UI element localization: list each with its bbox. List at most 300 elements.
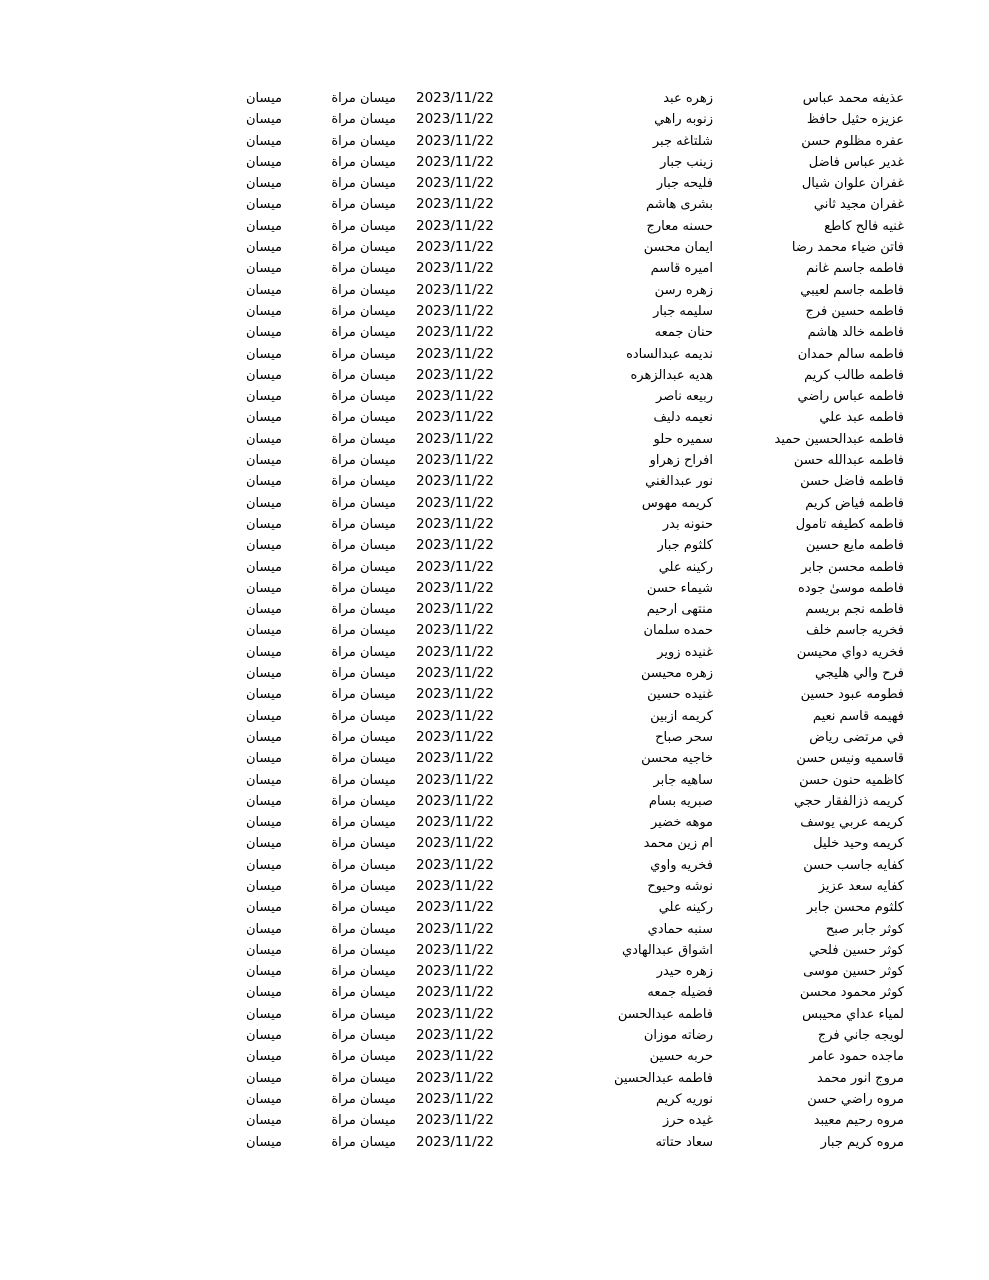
governorate: ميسان [246, 112, 282, 128]
list-item [0, 557, 989, 578]
person-name: فاطمه جاسم لعيبي [800, 282, 904, 298]
governorate: ميسان [246, 878, 282, 894]
record-date: 2023/11/22 [416, 707, 494, 724]
governorate: ميسان [246, 1006, 282, 1022]
record-status: ميسان مراة [331, 964, 396, 980]
governorate: ميسان [246, 964, 282, 980]
governorate: ميسان [246, 729, 282, 745]
person-name: غفران علوان شيال [801, 176, 904, 192]
record-status: ميسان مراة [331, 836, 396, 852]
mother-name: نور عبدالغني [645, 474, 713, 490]
mother-name: شيماء حسن [646, 580, 713, 596]
mother-name: موهه خضير [650, 815, 713, 831]
mother-name: صبريه بسام [648, 793, 713, 809]
record-status: ميسان مراة [331, 516, 396, 532]
record-status: ميسان مراة [331, 453, 396, 469]
governorate: ميسان [246, 1113, 282, 1129]
records-list [0, 88, 989, 1153]
list-item [0, 280, 989, 301]
governorate: ميسان [246, 985, 282, 1001]
governorate: ميسان [246, 453, 282, 469]
governorate: ميسان [246, 1049, 282, 1065]
record-status: ميسان مراة [331, 1134, 396, 1150]
record-date: 2023/11/22 [416, 1027, 494, 1044]
mother-name: زهره عبد [663, 91, 713, 106]
mother-name: فليحه جبار [656, 176, 713, 192]
record-date: 2023/11/22 [416, 579, 494, 596]
list-item [0, 1004, 989, 1025]
governorate: ميسان [246, 282, 282, 298]
governorate: ميسان [246, 389, 282, 405]
record-status: ميسان مراة [331, 580, 396, 596]
person-name: فاطمه محسن جابر [801, 559, 904, 575]
record-status: ميسان مراة [331, 1049, 396, 1065]
record-date: 2023/11/22 [416, 1069, 494, 1086]
record-status: ميسان مراة [331, 687, 396, 703]
person-name: مروه كريم جبار [820, 1134, 904, 1150]
person-name: فاطمه سالم حمدان [797, 346, 904, 362]
mother-name: نعيمه دليف [653, 410, 713, 426]
record-date: 2023/11/22 [416, 90, 494, 106]
record-date: 2023/11/22 [416, 963, 494, 980]
mother-name: شلتاغه جبر [652, 133, 713, 149]
person-name: كوثر حسين موسى [803, 964, 904, 980]
governorate: ميسان [246, 218, 282, 234]
mother-name: غيده حرز [663, 1113, 713, 1129]
mother-name: رضاته موزان [643, 1028, 713, 1044]
record-date: 2023/11/22 [416, 601, 494, 618]
person-name: فاطمه عبد علي [819, 410, 904, 426]
mother-name: غنيده حسين [647, 687, 713, 703]
list-item [0, 706, 989, 727]
record-date: 2023/11/22 [416, 537, 494, 554]
mother-name: فخريه واوي [650, 857, 713, 873]
mother-name: ساهيه جابر [653, 772, 713, 788]
mother-name: اشواق عبدالهادي [621, 942, 713, 958]
person-name: كريمه عربي يوسف [800, 815, 904, 831]
mother-name: كريمه مهوس [641, 495, 713, 511]
mother-name: سحر صباح [655, 729, 713, 745]
list-item [0, 173, 989, 194]
mother-name: سعاد حتاته [655, 1134, 713, 1150]
person-name: فاطمه مايع حسين [805, 538, 904, 554]
governorate: ميسان [246, 815, 282, 831]
record-status: ميسان مراة [331, 346, 396, 362]
person-name: كوثر حسين فلحي [808, 942, 904, 958]
mother-name: ايمان محسن [643, 240, 713, 256]
governorate: ميسان [246, 516, 282, 532]
record-status: ميسان مراة [331, 1070, 396, 1086]
person-name: كريمه وحيد خليل [813, 836, 904, 852]
record-date: 2023/11/22 [416, 665, 494, 682]
record-date: 2023/11/22 [416, 920, 494, 937]
governorate: ميسان [246, 325, 282, 341]
person-name: لويجه جاني فرج [817, 1028, 904, 1044]
governorate: ميسان [246, 538, 282, 554]
list-item [0, 109, 989, 130]
governorate: ميسان [246, 623, 282, 639]
governorate: ميسان [246, 133, 282, 149]
record-date: 2023/11/22 [416, 1048, 494, 1065]
mother-name: زهره حيدر [656, 964, 713, 980]
record-status: ميسان مراة [331, 91, 396, 106]
record-status: ميسان مراة [331, 133, 396, 149]
record-date: 2023/11/22 [416, 941, 494, 958]
list-item [0, 642, 989, 663]
list-item [0, 386, 989, 407]
list-item [0, 152, 989, 173]
governorate: ميسان [246, 644, 282, 660]
governorate: ميسان [246, 836, 282, 852]
person-name: فاطمه حسين فرج [805, 303, 904, 319]
person-name: كفايه سعد عزيز [818, 878, 904, 894]
governorate: ميسان [246, 197, 282, 213]
governorate: ميسان [246, 495, 282, 511]
governorate: ميسان [246, 176, 282, 192]
record-date: 2023/11/22 [416, 558, 494, 575]
person-name: ماجده حمود عامر [809, 1049, 904, 1065]
record-date: 2023/11/22 [416, 877, 494, 894]
record-status: ميسان مراة [331, 708, 396, 724]
person-name: كوثر محمود محسن [799, 985, 904, 1001]
mother-name: سنبه حمادي [647, 921, 713, 937]
mother-name: زهره رسن [654, 282, 713, 298]
record-date: 2023/11/22 [416, 217, 494, 234]
governorate: ميسان [246, 431, 282, 447]
record-date: 2023/11/22 [416, 771, 494, 788]
list-item [0, 833, 989, 854]
record-date: 2023/11/22 [416, 153, 494, 170]
list-item [0, 982, 989, 1003]
list-item [0, 194, 989, 215]
record-status: ميسان مراة [331, 325, 396, 341]
list-item [0, 514, 989, 535]
list-item [0, 344, 989, 365]
mother-name: نوشه وحيوح [647, 878, 713, 894]
list-item [0, 919, 989, 940]
mother-name: كريمه ازبين [650, 708, 713, 724]
person-name: فاطمه عباس راضي [797, 389, 904, 405]
governorate: ميسان [246, 303, 282, 319]
governorate: ميسان [246, 580, 282, 596]
governorate: ميسان [246, 900, 282, 916]
person-name: غفران مجيد ثاني [813, 197, 904, 213]
mother-name: منتهى ارحيم [646, 602, 713, 618]
record-date: 2023/11/22 [416, 196, 494, 213]
list-item [0, 1068, 989, 1089]
list-item [0, 684, 989, 705]
list-item [0, 1110, 989, 1131]
person-name: مروج انور محمد [817, 1070, 904, 1086]
list-item [0, 471, 989, 492]
list-item [0, 940, 989, 961]
list-item [0, 897, 989, 918]
mother-name: فاطمه عبدالحسين [613, 1070, 713, 1086]
record-status: ميسان مراة [331, 367, 396, 383]
mother-name: زهره محيسن [640, 666, 713, 682]
governorate: ميسان [246, 942, 282, 958]
record-status: ميسان مراة [331, 495, 396, 511]
person-name: فخريه دواي محيسن [796, 644, 904, 660]
record-date: 2023/11/22 [416, 835, 494, 852]
record-status: ميسان مراة [331, 176, 396, 192]
record-status: ميسان مراة [331, 1091, 396, 1107]
record-status: ميسان مراة [331, 942, 396, 958]
record-date: 2023/11/22 [416, 899, 494, 916]
mother-name: غنيده زوير [657, 644, 713, 660]
mother-name: حسنه معارج [646, 218, 713, 234]
list-item [0, 301, 989, 322]
record-status: ميسان مراة [331, 282, 396, 298]
person-name: فاطمه طالب كريم [804, 367, 904, 383]
list-item [0, 365, 989, 386]
list-item [0, 216, 989, 237]
list-item [0, 961, 989, 982]
mother-name: حنونه بدر [662, 516, 713, 532]
person-name: عفره مظلوم حسن [801, 133, 904, 149]
record-date: 2023/11/22 [416, 430, 494, 447]
governorate: ميسان [246, 1070, 282, 1086]
mother-name: ام زين محمد [643, 836, 713, 852]
governorate: ميسان [246, 346, 282, 362]
list-item [0, 429, 989, 450]
person-name: مروه راضي حسن [807, 1091, 904, 1107]
record-status: ميسان مراة [331, 921, 396, 937]
record-status: ميسان مراة [331, 751, 396, 767]
governorate: ميسان [246, 1134, 282, 1150]
governorate: ميسان [246, 559, 282, 575]
record-status: ميسان مراة [331, 857, 396, 873]
record-status: ميسان مراة [331, 772, 396, 788]
record-status: ميسان مراة [331, 112, 396, 128]
record-status: ميسان مراة [331, 878, 396, 894]
mother-name: سليمه جبار [653, 303, 713, 319]
governorate: ميسان [246, 857, 282, 873]
governorate: ميسان [246, 1028, 282, 1044]
record-date: 2023/11/22 [416, 750, 494, 767]
list-item [0, 1089, 989, 1110]
person-name: قاسميه ونيس حسن [796, 751, 904, 767]
record-date: 2023/11/22 [416, 366, 494, 383]
person-name: فاطمه عبدالله حسن [793, 453, 904, 469]
record-date: 2023/11/22 [416, 388, 494, 405]
list-item [0, 1025, 989, 1046]
person-name: عزيزه حثيل حافظ [806, 112, 904, 128]
record-date: 2023/11/22 [416, 643, 494, 660]
governorate: ميسان [246, 240, 282, 256]
list-item [0, 450, 989, 471]
mother-name: كلثوم جبار [657, 538, 713, 554]
list-item [0, 493, 989, 514]
record-date: 2023/11/22 [416, 494, 494, 511]
list-item [0, 599, 989, 620]
mother-name: زنوبه راهي [654, 112, 713, 128]
mother-name: افراح زهراو [649, 453, 713, 469]
list-item [0, 535, 989, 556]
record-status: ميسان مراة [331, 1028, 396, 1044]
person-name: فرح والي هليجي [814, 666, 904, 682]
record-status: ميسان مراة [331, 538, 396, 554]
governorate: ميسان [246, 666, 282, 682]
list-item [0, 855, 989, 876]
record-date: 2023/11/22 [416, 856, 494, 873]
record-status: ميسان مراة [331, 303, 396, 319]
record-status: ميسان مراة [331, 197, 396, 213]
person-name: عذيفه محمد عباس [802, 91, 904, 106]
list-item [0, 237, 989, 258]
mother-name: فاطمه عبدالحسن [617, 1006, 713, 1022]
person-name: فاطمه خالد هاشم [807, 325, 904, 341]
person-name: غدير عباس فاضل [808, 154, 904, 170]
governorate: ميسان [246, 91, 282, 106]
record-status: ميسان مراة [331, 793, 396, 809]
governorate: ميسان [246, 474, 282, 490]
person-name: غنيه فالح كاطع [824, 218, 904, 234]
mother-name: فضيله جمعه [647, 985, 713, 1001]
record-date: 2023/11/22 [416, 281, 494, 298]
mother-name: زينب جبار [660, 154, 713, 170]
mother-name: هديه عبدالزهره [630, 367, 713, 383]
record-date: 2023/11/22 [416, 814, 494, 831]
list-item [0, 407, 989, 428]
record-date: 2023/11/22 [416, 1005, 494, 1022]
mother-name: اميره قاسم [650, 261, 713, 277]
record-date: 2023/11/22 [416, 622, 494, 639]
record-status: ميسان مراة [331, 218, 396, 234]
list-item [0, 578, 989, 599]
record-status: ميسان مراة [331, 729, 396, 745]
person-name: في مرتضى رياض [809, 729, 904, 745]
person-name: فاطمه كطيفه تامول [795, 516, 904, 532]
governorate: ميسان [246, 772, 282, 788]
list-item [0, 1132, 989, 1153]
record-date: 2023/11/22 [416, 324, 494, 341]
mother-name: نديمه عبدالساده [626, 346, 713, 362]
governorate: ميسان [246, 687, 282, 703]
list-item [0, 748, 989, 769]
record-date: 2023/11/22 [416, 515, 494, 532]
record-date: 2023/11/22 [416, 239, 494, 256]
mother-name: خاجيه محسن [641, 751, 713, 767]
person-name: كريمه ذزالفقار حجي [793, 793, 904, 809]
person-name: فاطمه فاضل حسن [800, 474, 904, 490]
record-date: 2023/11/22 [416, 473, 494, 490]
record-status: ميسان مراة [331, 1006, 396, 1022]
person-name: فاطمه نجم بريسم [805, 602, 904, 618]
record-date: 2023/11/22 [416, 111, 494, 128]
record-date: 2023/11/22 [416, 1133, 494, 1150]
list-item [0, 322, 989, 343]
person-name: كلثوم محسن جابر [806, 900, 904, 916]
person-name: فاطمه موسىٰ جوده [797, 580, 904, 596]
mother-name: ركينه علي [658, 559, 713, 575]
mother-name: بشرى هاشم [645, 197, 713, 213]
record-date: 2023/11/22 [416, 792, 494, 809]
governorate: ميسان [246, 367, 282, 383]
record-date: 2023/11/22 [416, 302, 494, 319]
mother-name: ربيعه ناصر [656, 389, 713, 405]
record-date: 2023/11/22 [416, 345, 494, 362]
governorate: ميسان [246, 793, 282, 809]
record-status: ميسان مراة [331, 261, 396, 277]
record-date: 2023/11/22 [416, 984, 494, 1001]
record-date: 2023/11/22 [416, 686, 494, 703]
record-date: 2023/11/22 [416, 1090, 494, 1107]
record-status: ميسان مراة [331, 240, 396, 256]
person-name: فاتن ضياء محمد رضا [791, 240, 904, 256]
record-status: ميسان مراة [331, 900, 396, 916]
list-item [0, 1046, 989, 1067]
record-date: 2023/11/22 [416, 409, 494, 426]
record-status: ميسان مراة [331, 410, 396, 426]
person-name: فخريه جاسم خلف [806, 623, 904, 639]
governorate: ميسان [246, 261, 282, 277]
record-date: 2023/11/22 [416, 1112, 494, 1129]
person-name: كوثر جابر صبح [825, 921, 904, 937]
record-status: ميسان مراة [331, 644, 396, 660]
record-date: 2023/11/22 [416, 260, 494, 277]
governorate: ميسان [246, 1091, 282, 1107]
governorate: ميسان [246, 154, 282, 170]
governorate: ميسان [246, 410, 282, 426]
person-name: مروه رحيم معيبد [813, 1113, 904, 1129]
list-item [0, 727, 989, 748]
governorate: ميسان [246, 751, 282, 767]
list-item [0, 812, 989, 833]
record-status: ميسان مراة [331, 985, 396, 1001]
list-item [0, 791, 989, 812]
list-item [0, 663, 989, 684]
mother-name: سميره حلو [653, 431, 713, 447]
person-name: لمياء عداي محيبس [802, 1006, 904, 1022]
governorate: ميسان [246, 708, 282, 724]
person-name: فهيمه قاسم نعيم [812, 708, 904, 724]
list-item [0, 88, 989, 109]
person-name: فاطمه جاسم غانم [806, 261, 904, 277]
list-item [0, 258, 989, 279]
mother-name: نوريه كريم [656, 1091, 713, 1107]
mother-name: ركينه علي [658, 900, 713, 916]
mother-name: حمده سلمان [643, 623, 713, 639]
record-status: ميسان مراة [331, 623, 396, 639]
record-status: ميسان مراة [331, 559, 396, 575]
list-item [0, 620, 989, 641]
person-name: فطومه عبود حسين [800, 687, 904, 703]
record-status: ميسان مراة [331, 666, 396, 682]
record-date: 2023/11/22 [416, 175, 494, 192]
record-status: ميسان مراة [331, 154, 396, 170]
record-status: ميسان مراة [331, 602, 396, 618]
record-status: ميسان مراة [331, 474, 396, 490]
record-status: ميسان مراة [331, 389, 396, 405]
person-name: كاظميه حنون حسن [799, 772, 904, 788]
governorate: ميسان [246, 602, 282, 618]
list-item [0, 131, 989, 152]
record-date: 2023/11/22 [416, 452, 494, 469]
record-status: ميسان مراة [331, 815, 396, 831]
person-name: فاطمه عبدالحسين حميد [774, 431, 904, 447]
mother-name: حربه حسين [649, 1049, 713, 1065]
record-status: ميسان مراة [331, 431, 396, 447]
record-status: ميسان مراة [331, 1113, 396, 1129]
person-name: كفايه جاسب حسن [803, 857, 904, 873]
list-item [0, 770, 989, 791]
governorate: ميسان [246, 921, 282, 937]
mother-name: حنان جمعه [654, 325, 713, 341]
list-item [0, 876, 989, 897]
person-name: فاطمه فياض كريم [805, 495, 904, 511]
record-date: 2023/11/22 [416, 728, 494, 745]
